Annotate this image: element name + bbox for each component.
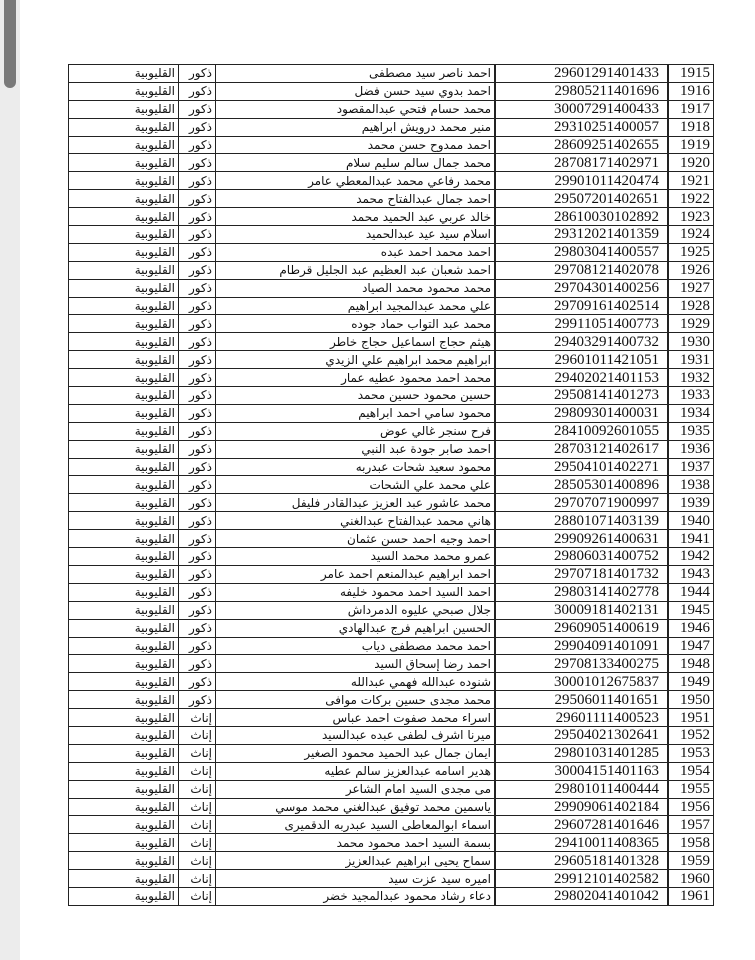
governorate-cell: القليوبية <box>69 458 179 476</box>
row-number-cell: 1949 <box>668 673 714 691</box>
row-number-cell: 1957 <box>668 816 714 834</box>
national-id-cell: 30004151401163 <box>495 762 668 780</box>
name-cell: سماح يحيى ابراهيم عبدالعزيز <box>216 852 496 870</box>
table-row <box>69 852 714 870</box>
table-row <box>69 333 714 351</box>
name-cell: خالد عربي عبد الحميد محمد <box>216 208 496 226</box>
national-id-cell: 28708171402971 <box>495 154 668 172</box>
table-row <box>69 530 714 548</box>
national-id-cell: 29809301400031 <box>495 404 668 422</box>
governorate-cell: القليوبية <box>69 387 179 405</box>
name-cell: احمد صابر جودة عبد النبي <box>216 440 496 458</box>
row-number-cell: 1923 <box>668 208 714 226</box>
name-cell: شنوده عبدالله فهمي عبدالله <box>216 673 496 691</box>
table-row <box>69 261 714 279</box>
national-id-cell: 29704301400256 <box>495 279 668 297</box>
name-cell: محمد محمود محمد الصياد <box>216 279 496 297</box>
national-id-cell: 30009181402131 <box>495 601 668 619</box>
national-id-cell: 29607281401646 <box>495 816 668 834</box>
row-number-cell: 1938 <box>668 476 714 494</box>
national-id-cell: 29310251400057 <box>495 118 668 136</box>
national-id-cell: 29601291401433 <box>495 65 668 83</box>
governorate-cell: القليوبية <box>69 691 179 709</box>
gender-cell: إناث <box>179 762 216 780</box>
gender-cell: ذكور <box>179 65 216 83</box>
national-id-cell: 29707071900997 <box>495 494 668 512</box>
name-cell: بسمة السيد احمد محمود محمد <box>216 834 496 852</box>
governorate-cell: القليوبية <box>69 816 179 834</box>
governorate-cell: القليوبية <box>69 100 179 118</box>
table-row <box>69 190 714 208</box>
row-number-cell: 1924 <box>668 226 714 244</box>
row-number-cell: 1930 <box>668 333 714 351</box>
gender-cell: إناث <box>179 852 216 870</box>
governorate-cell: القليوبية <box>69 476 179 494</box>
national-id-cell: 29708133400275 <box>495 655 668 673</box>
national-id-cell: 28410092601055 <box>495 422 668 440</box>
row-number-cell: 1960 <box>668 870 714 888</box>
name-cell: محمود سعيد شحات عبدربه <box>216 458 496 476</box>
table-row <box>69 476 714 494</box>
row-number-cell: 1955 <box>668 780 714 798</box>
table-row <box>69 601 714 619</box>
national-id-cell: 29601111400523 <box>495 709 668 727</box>
governorate-cell: القليوبية <box>69 852 179 870</box>
name-cell: فرح سنجر غالي عوض <box>216 422 496 440</box>
row-number-cell: 1961 <box>668 887 714 905</box>
name-cell: احمد محمد مصطفى دياب <box>216 637 496 655</box>
row-number-cell: 1925 <box>668 243 714 261</box>
governorate-cell: القليوبية <box>69 190 179 208</box>
row-number-cell: 1958 <box>668 834 714 852</box>
name-cell: علي محمد علي الشحات <box>216 476 496 494</box>
table-row <box>69 118 714 136</box>
governorate-cell: القليوبية <box>69 422 179 440</box>
governorate-cell: القليوبية <box>69 243 179 261</box>
table-row <box>69 100 714 118</box>
gender-cell: ذكور <box>179 279 216 297</box>
row-number-cell: 1920 <box>668 154 714 172</box>
gender-cell: ذكور <box>179 637 216 655</box>
national-id-cell: 29806031400752 <box>495 548 668 566</box>
table-row <box>69 351 714 369</box>
name-cell: محمد جمال سالم سليم سلام <box>216 154 496 172</box>
name-cell: احمد ناصر سيد مصطفى <box>216 65 496 83</box>
national-id-cell: 29707181401732 <box>495 565 668 583</box>
table-row <box>69 691 714 709</box>
gender-cell: ذكور <box>179 226 216 244</box>
governorate-cell: القليوبية <box>69 440 179 458</box>
name-cell: هاني محمد عبدالفتاح عبدالغني <box>216 512 496 530</box>
table-row <box>69 512 714 530</box>
national-id-cell: 28801071403139 <box>495 512 668 530</box>
row-number-cell: 1940 <box>668 512 714 530</box>
national-id-cell: 29605181401328 <box>495 852 668 870</box>
name-cell: الحسين ابراهيم فرج عبدالهادي <box>216 619 496 637</box>
name-cell: اسراء محمد صفوت احمد عباس <box>216 709 496 727</box>
table-row <box>69 655 714 673</box>
table-row <box>69 834 714 852</box>
gender-cell: إناث <box>179 816 216 834</box>
governorate-cell: القليوبية <box>69 834 179 852</box>
row-number-cell: 1916 <box>668 82 714 100</box>
gender-cell: ذكور <box>179 530 216 548</box>
name-cell: محمد مجدى حسين بركات موافى <box>216 691 496 709</box>
table-row <box>69 583 714 601</box>
row-number-cell: 1928 <box>668 297 714 315</box>
table-row <box>69 208 714 226</box>
gender-cell: ذكور <box>179 387 216 405</box>
scrollbar-thumb[interactable] <box>4 0 16 88</box>
national-id-cell: 29410011408365 <box>495 834 668 852</box>
table-row <box>69 243 714 261</box>
gender-cell: ذكور <box>179 422 216 440</box>
governorate-cell: القليوبية <box>69 494 179 512</box>
governorate-cell: القليوبية <box>69 297 179 315</box>
governorate-cell: القليوبية <box>69 637 179 655</box>
national-id-cell: 28609251402655 <box>495 136 668 154</box>
row-number-cell: 1926 <box>668 261 714 279</box>
row-number-cell: 1950 <box>668 691 714 709</box>
table-row <box>69 709 714 727</box>
name-cell: ايمان جمال عبد الحميد محمود الصغير <box>216 744 496 762</box>
governorate-cell: القليوبية <box>69 208 179 226</box>
row-number-cell: 1943 <box>668 565 714 583</box>
table-row <box>69 387 714 405</box>
governorate-cell: القليوبية <box>69 82 179 100</box>
row-number-cell: 1946 <box>668 619 714 637</box>
national-id-cell: 29801011400444 <box>495 780 668 798</box>
name-cell: منير محمد درويش ابراهيم <box>216 118 496 136</box>
row-number-cell: 1959 <box>668 852 714 870</box>
national-id-cell: 29403291400732 <box>495 333 668 351</box>
gender-cell: إناث <box>179 709 216 727</box>
row-number-cell: 1935 <box>668 422 714 440</box>
national-id-cell: 29912101402582 <box>495 870 668 888</box>
national-id-cell: 29709161402514 <box>495 297 668 315</box>
governorate-cell: القليوبية <box>69 65 179 83</box>
governorate-cell: القليوبية <box>69 619 179 637</box>
records-table <box>68 64 714 906</box>
national-id-cell: 29904091401091 <box>495 637 668 655</box>
table-row <box>69 816 714 834</box>
name-cell: عمرو محمد محمد السيد <box>216 548 496 566</box>
name-cell: علي محمد عبدالمجيد ابراهيم <box>216 297 496 315</box>
row-number-cell: 1953 <box>668 744 714 762</box>
gender-cell: ذكور <box>179 440 216 458</box>
gender-cell: ذكور <box>179 583 216 601</box>
table-row <box>69 226 714 244</box>
governorate-cell: القليوبية <box>69 583 179 601</box>
table-row <box>69 548 714 566</box>
name-cell: احمد بدوي سيد حسن فضل <box>216 82 496 100</box>
national-id-cell: 29901011420474 <box>495 172 668 190</box>
name-cell: احمد ابراهيم عبدالمنعم احمد عامر <box>216 565 496 583</box>
table-row <box>69 887 714 905</box>
row-number-cell: 1927 <box>668 279 714 297</box>
gender-cell: ذكور <box>179 172 216 190</box>
row-number-cell: 1934 <box>668 404 714 422</box>
governorate-cell: القليوبية <box>69 333 179 351</box>
governorate-cell: القليوبية <box>69 226 179 244</box>
gender-cell: إناث <box>179 798 216 816</box>
governorate-cell: القليوبية <box>69 118 179 136</box>
governorate-cell: القليوبية <box>69 798 179 816</box>
row-number-cell: 1945 <box>668 601 714 619</box>
table-row <box>69 458 714 476</box>
gender-cell: ذكور <box>179 333 216 351</box>
name-cell: احمد السيد احمد محمود خليفه <box>216 583 496 601</box>
governorate-cell: القليوبية <box>69 548 179 566</box>
gender-cell: ذكور <box>179 494 216 512</box>
gender-cell: ذكور <box>179 476 216 494</box>
row-number-cell: 1919 <box>668 136 714 154</box>
national-id-cell: 28610030102892 <box>495 208 668 226</box>
name-cell: محمد حسام فتحي عبدالمقصود <box>216 100 496 118</box>
governorate-cell: القليوبية <box>69 279 179 297</box>
gender-cell: ذكور <box>179 315 216 333</box>
governorate-cell: القليوبية <box>69 369 179 387</box>
national-id-cell: 29507201402651 <box>495 190 668 208</box>
table-row <box>69 422 714 440</box>
table-row <box>69 65 714 83</box>
gender-cell: ذكور <box>179 243 216 261</box>
governorate-cell: القليوبية <box>69 172 179 190</box>
table-row <box>69 870 714 888</box>
name-cell: ياسمين محمد توفيق عبدالغني محمد موسي <box>216 798 496 816</box>
governorate-cell: القليوبية <box>69 887 179 905</box>
national-id-cell: 29802041401042 <box>495 887 668 905</box>
row-number-cell: 1936 <box>668 440 714 458</box>
table-row <box>69 726 714 744</box>
gender-cell: ذكور <box>179 565 216 583</box>
table-row <box>69 172 714 190</box>
table-row <box>69 780 714 798</box>
gender-cell: ذكور <box>179 404 216 422</box>
gender-cell: ذكور <box>179 190 216 208</box>
governorate-cell: القليوبية <box>69 404 179 422</box>
table-row <box>69 619 714 637</box>
table-row <box>69 369 714 387</box>
name-cell: احمد رضا إسحاق السيد <box>216 655 496 673</box>
national-id-cell: 29805211401696 <box>495 82 668 100</box>
row-number-cell: 1932 <box>668 369 714 387</box>
table-row <box>69 494 714 512</box>
name-cell: محمد عبد التواب حماد جوده <box>216 315 496 333</box>
row-number-cell: 1931 <box>668 351 714 369</box>
gender-cell: إناث <box>179 726 216 744</box>
table-row <box>69 673 714 691</box>
row-number-cell: 1918 <box>668 118 714 136</box>
row-number-cell: 1922 <box>668 190 714 208</box>
row-number-cell: 1937 <box>668 458 714 476</box>
gender-cell: إناث <box>179 744 216 762</box>
name-cell: ابراهيم محمد ابراهيم علي الزيدي <box>216 351 496 369</box>
governorate-cell: القليوبية <box>69 744 179 762</box>
gender-cell: إناث <box>179 870 216 888</box>
governorate-cell: القليوبية <box>69 762 179 780</box>
national-id-cell: 29911051400773 <box>495 315 668 333</box>
name-cell: اسلام سيد عيد عبدالحميد <box>216 226 496 244</box>
governorate-cell: القليوبية <box>69 601 179 619</box>
gender-cell: ذكور <box>179 548 216 566</box>
gender-cell: ذكور <box>179 655 216 673</box>
name-cell: هدير اسامه عبدالعزيز سالم عطيه <box>216 762 496 780</box>
table-row <box>69 798 714 816</box>
governorate-cell: القليوبية <box>69 315 179 333</box>
table-row <box>69 762 714 780</box>
national-id-cell: 29609051400619 <box>495 619 668 637</box>
name-cell: اسماء ابوالمعاطى السيد عبدربه الدقميرى <box>216 816 496 834</box>
name-cell: حسين محمود حسين محمد <box>216 387 496 405</box>
gender-cell: ذكور <box>179 154 216 172</box>
national-id-cell: 29601011421051 <box>495 351 668 369</box>
gender-cell: ذكور <box>179 512 216 530</box>
name-cell: محمد احمد محمود عطيه عمار <box>216 369 496 387</box>
governorate-cell: القليوبية <box>69 154 179 172</box>
table-row <box>69 315 714 333</box>
row-number-cell: 1942 <box>668 548 714 566</box>
national-id-cell: 28703121402617 <box>495 440 668 458</box>
gender-cell: ذكور <box>179 297 216 315</box>
national-id-cell: 29504021302641 <box>495 726 668 744</box>
national-id-cell: 29506011401651 <box>495 691 668 709</box>
gender-cell: ذكور <box>179 261 216 279</box>
national-id-cell: 28505301400896 <box>495 476 668 494</box>
governorate-cell: القليوبية <box>69 780 179 798</box>
gender-cell: ذكور <box>179 691 216 709</box>
name-cell: ميرنا اشرف لطفى عبده عبدالسيد <box>216 726 496 744</box>
governorate-cell: القليوبية <box>69 870 179 888</box>
governorate-cell: القليوبية <box>69 673 179 691</box>
national-id-cell: 30001012675837 <box>495 673 668 691</box>
gender-cell: ذكور <box>179 601 216 619</box>
national-id-cell: 29909261400631 <box>495 530 668 548</box>
name-cell: احمد جمال عبدالفتاح محمد <box>216 190 496 208</box>
row-number-cell: 1951 <box>668 709 714 727</box>
table-row <box>69 154 714 172</box>
gender-cell: ذكور <box>179 136 216 154</box>
table-row <box>69 279 714 297</box>
national-id-cell: 30007291400433 <box>495 100 668 118</box>
governorate-cell: القليوبية <box>69 655 179 673</box>
governorate-cell: القليوبية <box>69 709 179 727</box>
governorate-cell: القليوبية <box>69 136 179 154</box>
name-cell: احمد ممدوح حسن محمد <box>216 136 496 154</box>
records-table-body <box>69 65 714 906</box>
row-number-cell: 1948 <box>668 655 714 673</box>
governorate-cell: القليوبية <box>69 726 179 744</box>
national-id-cell: 29504101402271 <box>495 458 668 476</box>
row-number-cell: 1933 <box>668 387 714 405</box>
national-id-cell: 29402021401153 <box>495 369 668 387</box>
name-cell: احمد محمد احمد عبده <box>216 243 496 261</box>
governorate-cell: القليوبية <box>69 530 179 548</box>
national-id-cell: 29508141401273 <box>495 387 668 405</box>
name-cell: محمد عاشور عبد العزيز عبدالقادر فليفل <box>216 494 496 512</box>
name-cell: جلال صبحي عليوه الدمرداش <box>216 601 496 619</box>
national-id-cell: 29803041400557 <box>495 243 668 261</box>
left-edge-strip <box>0 0 20 960</box>
governorate-cell: القليوبية <box>69 512 179 530</box>
row-number-cell: 1939 <box>668 494 714 512</box>
gender-cell: ذكور <box>179 458 216 476</box>
name-cell: دعاء رشاد محمود عبدالمجيد خضر <box>216 887 496 905</box>
name-cell: اميره سيد عزت سيد <box>216 870 496 888</box>
row-number-cell: 1952 <box>668 726 714 744</box>
row-number-cell: 1915 <box>668 65 714 83</box>
national-id-cell: 29801031401285 <box>495 744 668 762</box>
row-number-cell: 1917 <box>668 100 714 118</box>
gender-cell: ذكور <box>179 619 216 637</box>
name-cell: مى مجدى السيد امام الشاعر <box>216 780 496 798</box>
row-number-cell: 1947 <box>668 637 714 655</box>
gender-cell: ذكور <box>179 208 216 226</box>
row-number-cell: 1944 <box>668 583 714 601</box>
row-number-cell: 1956 <box>668 798 714 816</box>
governorate-cell: القليوبية <box>69 565 179 583</box>
name-cell: محمد رفاعي محمد عبدالمعطي عامر <box>216 172 496 190</box>
row-number-cell: 1954 <box>668 762 714 780</box>
national-id-cell: 29708121402078 <box>495 261 668 279</box>
table-row <box>69 136 714 154</box>
gender-cell: إناث <box>179 887 216 905</box>
national-id-cell: 29312021401359 <box>495 226 668 244</box>
table-row <box>69 440 714 458</box>
gender-cell: ذكور <box>179 82 216 100</box>
row-number-cell: 1941 <box>668 530 714 548</box>
name-cell: احمد شعبان عبد العظيم عبد الجليل قرطام <box>216 261 496 279</box>
name-cell: احمد وجيه احمد حسن عثمان <box>216 530 496 548</box>
table-row <box>69 744 714 762</box>
national-id-cell: 29803141402778 <box>495 583 668 601</box>
gender-cell: ذكور <box>179 351 216 369</box>
gender-cell: ذكور <box>179 118 216 136</box>
row-number-cell: 1929 <box>668 315 714 333</box>
table-row <box>69 637 714 655</box>
gender-cell: إناث <box>179 780 216 798</box>
governorate-cell: القليوبية <box>69 261 179 279</box>
gender-cell: ذكور <box>179 100 216 118</box>
governorate-cell: القليوبية <box>69 351 179 369</box>
table-row <box>69 404 714 422</box>
table-row <box>69 565 714 583</box>
name-cell: هيثم حجاج اسماعيل حجاج خاطر <box>216 333 496 351</box>
table-row <box>69 82 714 100</box>
name-cell: محمود سامي احمد ابراهيم <box>216 404 496 422</box>
table-row <box>69 297 714 315</box>
gender-cell: ذكور <box>179 369 216 387</box>
row-number-cell: 1921 <box>668 172 714 190</box>
gender-cell: ذكور <box>179 673 216 691</box>
national-id-cell: 29909061402184 <box>495 798 668 816</box>
gender-cell: إناث <box>179 834 216 852</box>
